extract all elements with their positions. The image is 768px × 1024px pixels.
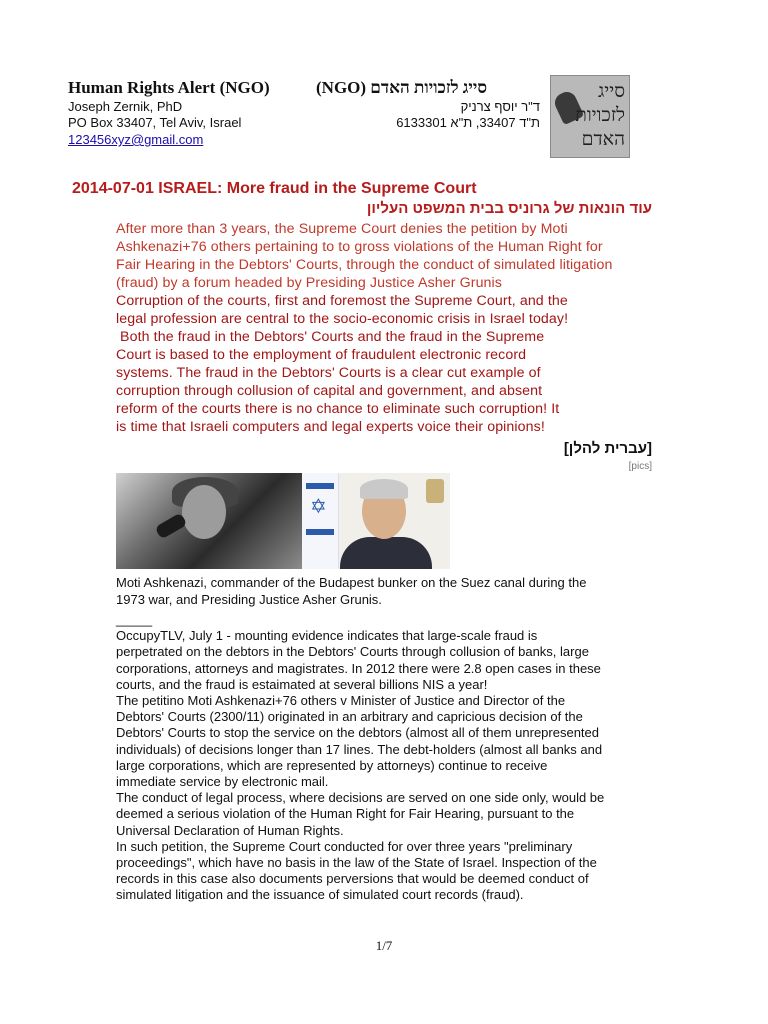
body-line: Debtors' Courts (2300/11) originated in an arbitrary and capricious decision of the (116, 709, 583, 725)
body-line: OccupyTLV, July 1 - mounting evidence indicates that large-scale fraud is (116, 628, 538, 644)
author-name-he: ד"ר יוסף צרניק (460, 99, 540, 114)
hebrew-below-link[interactable]: [עברית להלן] (563, 440, 652, 457)
lead-line: legal profession are central to the socio-economic crisis in Israel today! (116, 311, 569, 327)
body-line: records in this case also documents perversions that would be deemed conduct of (116, 871, 589, 887)
email-link[interactable]: 123456xyz@gmail.com (68, 132, 204, 147)
logo-line-2: לזכויות (575, 104, 625, 126)
lead-line: corruption through collusion of capital and government, and absent (116, 383, 543, 399)
israel-flag-icon: ✡ (302, 473, 339, 569)
lead-line: Corruption of the courts, first and foremost the Supreme Court, and the (116, 293, 568, 309)
address-en: PO Box 33407, Tel Aviv, Israel (68, 115, 242, 130)
body-line: individuals) of decisions longer than 17 lines. The debt-holders (almost all banks and (116, 741, 603, 757)
body-line: Debtors' Courts to stop the service on the debtors (almost all of them unrepresented (116, 725, 600, 741)
caption-line: 1973 war, and Presiding Justice Asher Grunis. (116, 592, 382, 607)
logo-line-1: סייג (597, 80, 625, 102)
emblem-icon (426, 479, 444, 503)
article-body (116, 612, 676, 904)
lead-line: Both the fraud in the Debtors' Courts and the fraud in the Supreme (116, 329, 545, 345)
body-line: proceedings", which have no basis in the law of the State of Israel. Inspection of the (116, 855, 597, 871)
page-number: 1/7 (375, 938, 393, 953)
lead-line: Ashkenazi+76 others pertaining to to gross violations of the Human Right for (116, 239, 603, 255)
lead-line: (fraud) by a forum headed by Presiding Justice Asher Grunis (116, 275, 502, 291)
body-line: Universal Declaration of Human Rights. (116, 822, 344, 838)
org-name-he: (NGO) סייג לזכויות האדם (316, 78, 487, 97)
author-name-en: Joseph Zernik, PhD (68, 99, 183, 114)
body-line: In such petition, the Supreme Court conducted for over three years "preliminary (116, 838, 573, 854)
body-line: The conduct of legal process, where decisions are served on one side only, would be (116, 790, 605, 806)
body-line: courts, and the fraud is estaimated at several billions NIS a year! (116, 676, 488, 692)
body-line: perpetrated on the debtors in the Debtors' Courts through collusion of banks, large (116, 644, 589, 660)
org-name-en: Human Rights Alert (NGO) (68, 78, 270, 97)
lead-line: Court is based to the employment of fraudulent electronic record (116, 347, 527, 363)
telephone-icon (155, 512, 188, 539)
lead-line: reform of the courts there is no chance to eliminate such corruption! It (116, 401, 560, 417)
article-subtitle-he: עוד הונאות של גרוניס בבית המשפט העליון (366, 200, 652, 217)
body-line: corporations, attorneys and magistrates. In 2012 there were 2.8 open cases in these (116, 660, 601, 676)
pics-label: [pics] (628, 461, 652, 472)
photo-caption (116, 574, 656, 608)
article-title: 2014-07-01 ISRAEL: More fraud in the Supreme Court (72, 180, 477, 197)
lead-line: Fair Hearing in the Debtors' Courts, through the conduct of simulated litigation (116, 257, 613, 273)
body-line: large corporations, which are represented by attorneys) continue to receive (116, 757, 548, 773)
body-line: simulated litigation and the issuance of simulated court records (fraud). (116, 887, 524, 903)
address-he: ת"ד 33407, ת"א 6133301 (396, 115, 540, 130)
lead-paragraph (116, 220, 706, 436)
logo-line-3: האדם (581, 128, 625, 150)
body-line: immediate service by electronic mail. (116, 774, 329, 790)
body-line: The petitino Moti Ashkenazi+76 others v Minister of Justice and Director of the (116, 693, 566, 709)
lead-line: After more than 3 years, the Supreme Court denies the petition by Moti (116, 221, 568, 237)
photo-ashkenazi (116, 473, 302, 569)
org-logo (550, 75, 630, 158)
lead-line: systems. The fraud in the Debtors' Courts is a clear cut example of (116, 365, 541, 381)
email-link-wrapper (68, 132, 203, 148)
photo-grunis (302, 473, 450, 569)
caption-line: Moti Ashkenazi, commander of the Budapest bunker on the Suez canal during the (116, 575, 587, 590)
body-line: deemed a serious violation of the Human Right for Fair Hearing, pursuant to the (116, 806, 575, 822)
lead-line: is time that Israeli computers and legal experts voice their opinions! (116, 419, 545, 435)
separator: _____ (116, 612, 153, 627)
